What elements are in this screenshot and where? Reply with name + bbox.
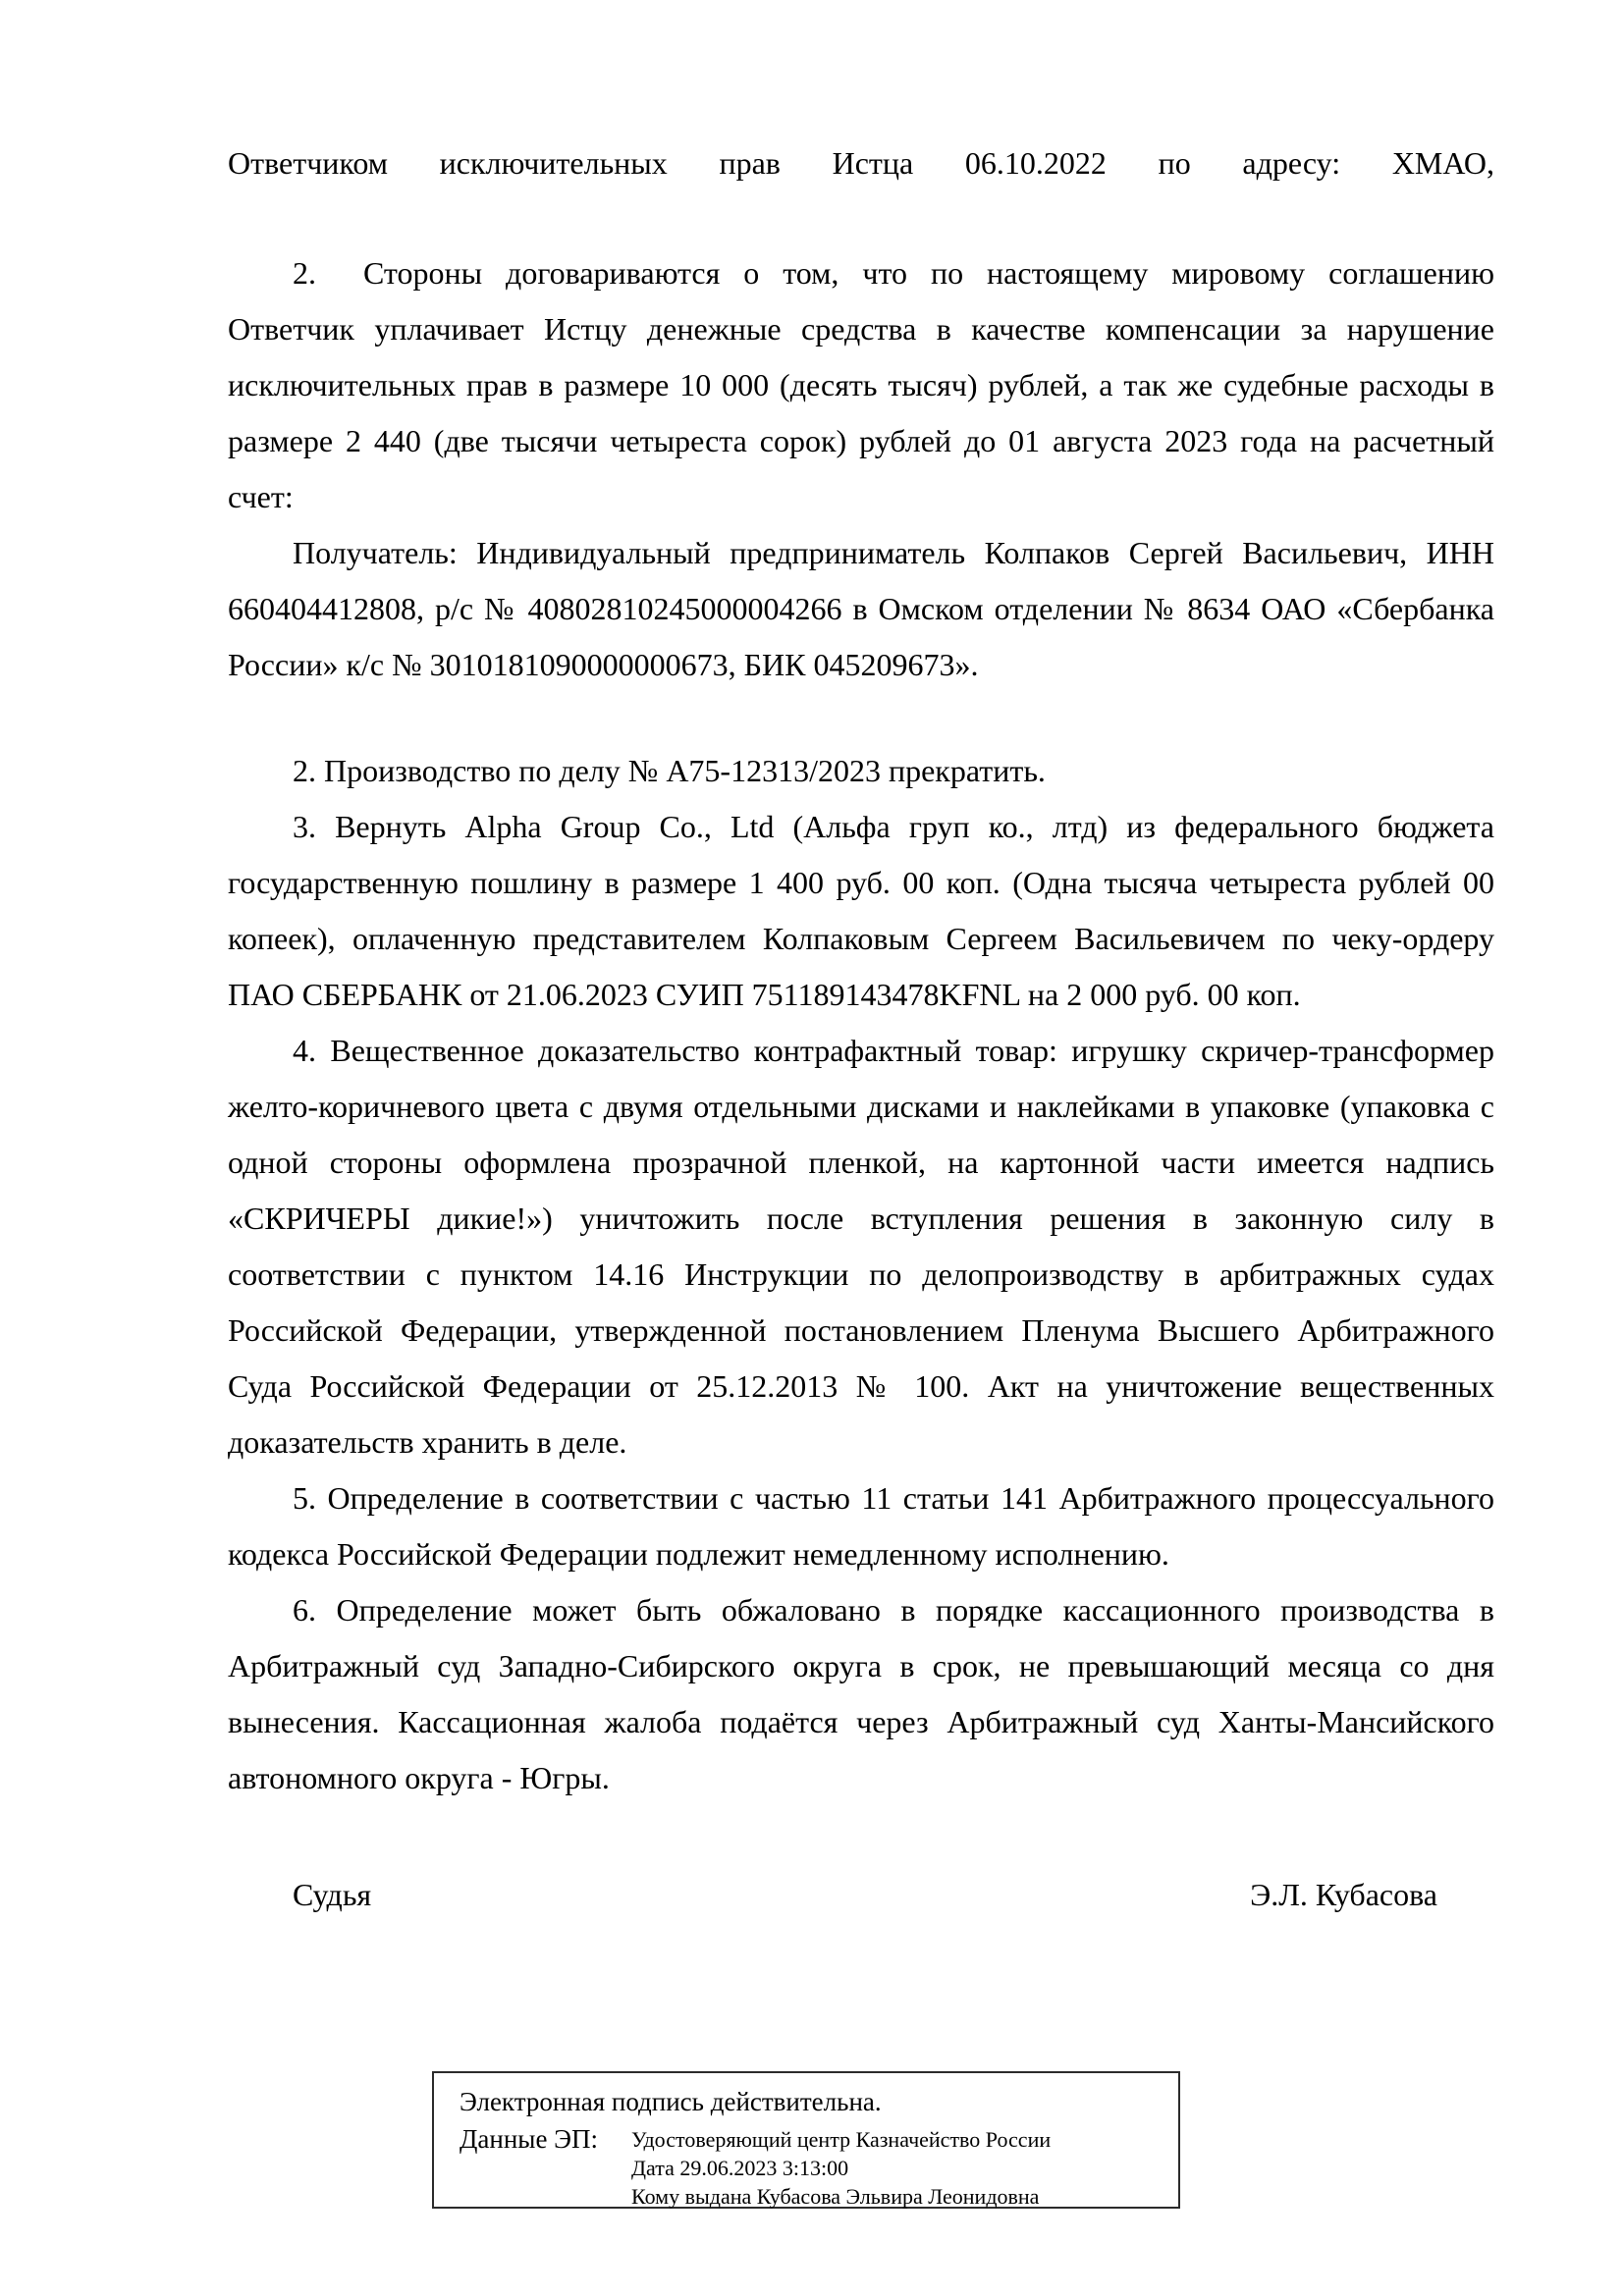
stamp-validity-text: Электронная подпись действительна.	[460, 2087, 882, 2116]
paragraph-appeal-procedure: 6. Определение может быть обжаловано в порядке кассационного производства в Арбитражный суд Западно-Сибирского округа в срок, не превышающий месяца со дня вынесения. Кассационная жалоба подаётся через Арбитражный суд Ханты-Мансийского автономного округа - Югры.	[228, 1592, 1494, 1795]
stamp-detail-date: Дата 29.06.2023 3:13:00	[631, 2156, 849, 2180]
signature-row	[228, 1867, 1494, 1923]
paragraph-settlement-terms: 2. Стороны договариваются о том, что по настоящему мировому соглашению Ответчик уплачивает Истцу денежные средства в качестве компенсации за нарушение исключительных прав в размере 10 000 (десять тысяч) рублей, а так же судебные расходы в размере 2 440 (две тысячи четыреста сорок) рублей до 01 августа 2023 года на расчетный счет:	[228, 255, 1494, 514]
stamp-details	[631, 2122, 1051, 2211]
paragraph-evidence-destruction: 4. Вещественное доказательство контрафактный товар: игрушку скричер-трансформер желто-коричневого цвета с двумя отдельными дисками и наклейками в упаковке (упаковка с одной стороны оформлена прозрачной пленкой, на картонной части имеется надпись «СКРИЧЕРЫ дикие!») уничтожить после вступления решения в законную силу в соответствии с пунктом 14.16 Инструкции по делопроизводству в арбитражных судах Российской Федерации, утвержденной постановлением Пленума Высшего Арбитражного Суда Российской Федерации от 25.12.2013 № 100. Акт на уничтожение вещественных доказательств хранить в деле.	[228, 1033, 1494, 1460]
document-body	[228, 135, 1494, 1923]
judge-name: Э.Л. Кубасова	[1250, 1877, 1437, 1912]
paragraph-continuation: Ответчиком исключительных прав Истца 06.10.2022 по адресу: ХМАО,	[228, 145, 1494, 181]
paragraph-fee-refund: 3. Вернуть Alpha Group Co., Ltd (Альфа груп ко., лтд) из федерального бюджета государственную пошлину в размере 1 400 руб. 00 коп. (Одна тысяча четыреста рублей 00 копеек), оплаченную представителем Колпаковым Сергеем Васильевичем по чеку-ордеру ПАО СБЕРБАНК от 21.06.2023 СУИП 751189143478KFNL на 2 000 руб. 00 коп.	[228, 809, 1494, 1012]
stamp-data-row	[460, 2122, 1178, 2211]
electronic-signature-stamp	[432, 2071, 1180, 2209]
paragraph-payee-details: Получатель: Индивидуальный предприниматель Колпаков Сергей Васильевич, ИНН 660404412808, р/с № 40802810245000004266 в Омском отделении № 8634 ОАО «Сбербанка России» к/с № 3010181090000000673, БИК 045209673».	[228, 535, 1494, 682]
stamp-data-label: Данные ЭП:	[460, 2124, 598, 2154]
paragraph-case-termination: 2. Производство по делу № А75-12313/2023 прекратить.	[293, 753, 1046, 788]
paragraph-immediate-execution: 5. Определение в соответствии с частью 11 статьи 141 Арбитражного процессуального кодекса Российской Федерации подлежит немедленному исполнению.	[228, 1480, 1494, 1572]
stamp-detail-issued-to: Кому выдана Кубасова Эльвира Леонидовна	[631, 2184, 1040, 2209]
judge-label: Судья	[293, 1877, 372, 1912]
stamp-detail-authority: Удостоверяющий центр Казначейство России	[631, 2127, 1052, 2152]
